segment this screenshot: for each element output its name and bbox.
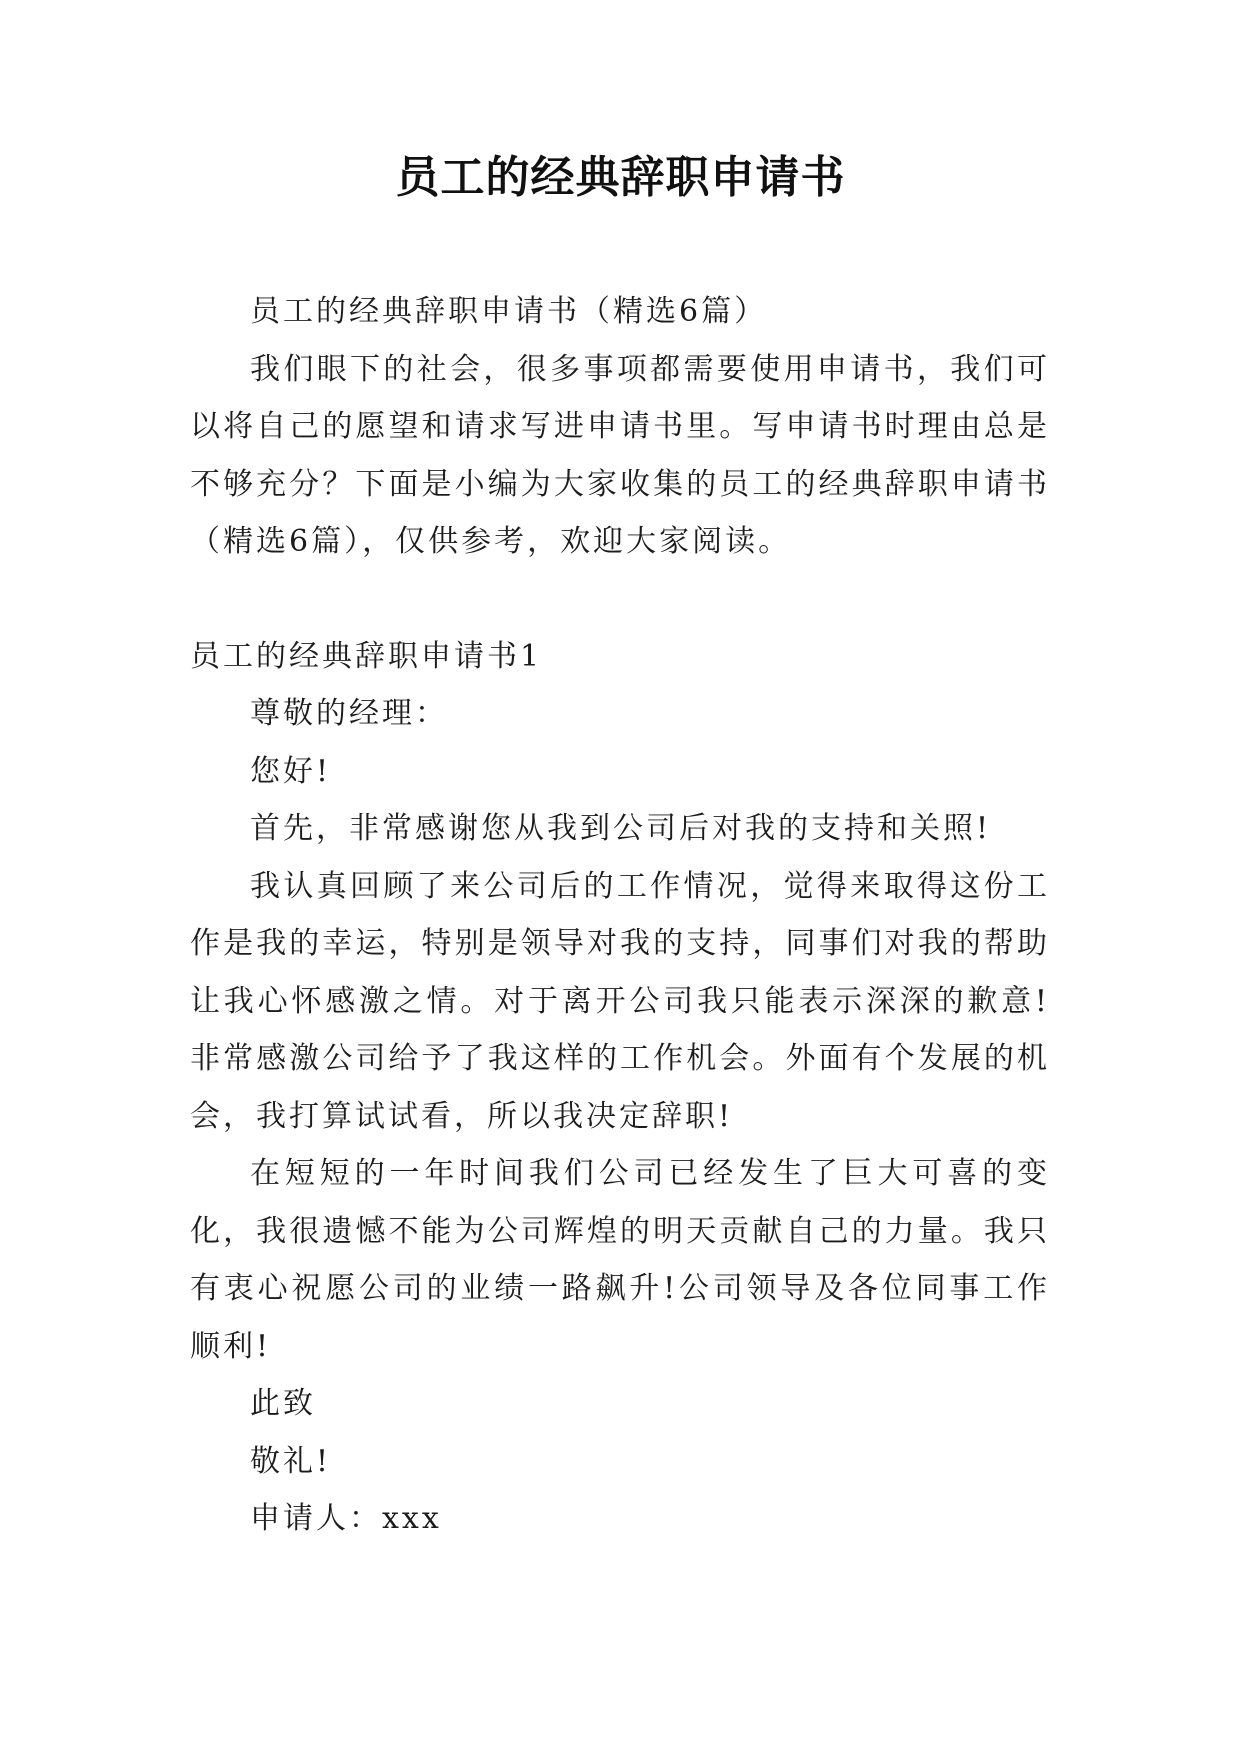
- closing-line: 此致: [250, 1386, 316, 1421]
- body-paragraph: 我认真回顾了来公司后的工作情况，觉得来取得这份工作是我的幸运，特别是领导对我的支持，同事们对我的帮助让我心怀感激之情。对于离开公司我只能表示深深的歉意!非常感激公司给予了我这样的工作机会。外面有个发展的机会，我打算试试看，所以我决定辞职!: [190, 868, 1050, 1134]
- greeting: 您好!: [250, 753, 332, 789]
- body-paragraph: 在短短的一年时间我们公司已经发生了巨大可喜的变化，我很遗憾不能为公司辉煌的明天贡献自己的力量。我只有衷心祝愿公司的业绩一路飙升!公司领导及各位同事工作顺利!: [190, 1156, 1050, 1364]
- salutation: 尊敬的经理：: [250, 696, 448, 731]
- document-subtitle: 员工的经典辞职申请书（精选6篇）: [250, 294, 768, 329]
- document-title: 员工的经典辞职申请书: [395, 152, 846, 203]
- signature: 申请人：xxx: [250, 1501, 442, 1536]
- section-heading: 员工的经典辞职申请书1: [190, 638, 543, 674]
- body-paragraph: 首先，非常感谢您从我到公司后对我的支持和关照!: [250, 811, 992, 846]
- intro-paragraph: 我们眼下的社会，很多事项都需要使用申请书，我们可以将自己的愿望和请求写进申请书里。写申请书时理由总是不够充分？下面是小编为大家收集的员工的经典辞职申请书（精选6篇），仅供参考，欢迎大家阅读。: [190, 351, 1050, 559]
- section-spacer: [190, 571, 1050, 628]
- closing-salute: 敬礼!: [250, 1443, 332, 1479]
- document-body: [190, 283, 1050, 1548]
